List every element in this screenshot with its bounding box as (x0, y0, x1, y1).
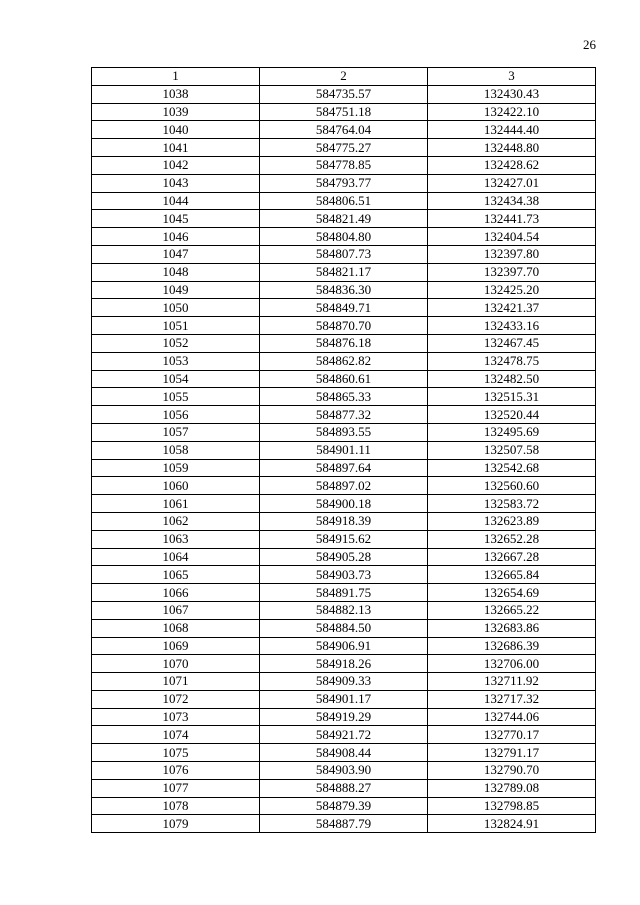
table-row (92, 406, 596, 424)
point-number-cell: 1043 (92, 174, 260, 192)
x-coordinate-cell: 584905.28 (260, 548, 428, 566)
table-row (92, 797, 596, 815)
x-coordinate-cell: 584807.73 (260, 245, 428, 263)
table-row (92, 495, 596, 513)
point-number-cell: 1053 (92, 352, 260, 370)
point-number-cell: 1057 (92, 423, 260, 441)
y-coordinate-cell: 132824.91 (428, 815, 596, 833)
x-coordinate-cell: 584778.85 (260, 156, 428, 174)
y-coordinate-cell: 132430.43 (428, 85, 596, 103)
table-row (92, 156, 596, 174)
y-coordinate-cell: 132665.84 (428, 566, 596, 584)
x-coordinate-cell: 584876.18 (260, 334, 428, 352)
table-row (92, 708, 596, 726)
table-header (92, 68, 596, 86)
y-coordinate-cell: 132404.54 (428, 228, 596, 246)
point-number-cell: 1061 (92, 495, 260, 513)
y-coordinate-cell: 132433.16 (428, 317, 596, 335)
table-row (92, 584, 596, 602)
point-number-cell: 1038 (92, 85, 260, 103)
y-coordinate-cell: 132482.50 (428, 370, 596, 388)
y-coordinate-cell: 132421.37 (428, 299, 596, 317)
table-row (92, 192, 596, 210)
y-coordinate-cell: 132686.39 (428, 637, 596, 655)
x-coordinate-cell: 584849.71 (260, 299, 428, 317)
table-body (92, 85, 596, 832)
y-coordinate-cell: 132507.58 (428, 441, 596, 459)
x-coordinate-cell: 584906.91 (260, 637, 428, 655)
point-number-cell: 1042 (92, 156, 260, 174)
y-coordinate-cell: 132441.73 (428, 210, 596, 228)
point-number-cell: 1068 (92, 619, 260, 637)
table-row (92, 601, 596, 619)
point-number-cell: 1066 (92, 584, 260, 602)
point-number-cell: 1051 (92, 317, 260, 335)
point-number-cell: 1049 (92, 281, 260, 299)
table-row (92, 299, 596, 317)
x-coordinate-cell: 584870.70 (260, 317, 428, 335)
y-coordinate-cell: 132711.92 (428, 673, 596, 691)
x-coordinate-cell: 584888.27 (260, 779, 428, 797)
y-coordinate-cell: 132422.10 (428, 103, 596, 121)
x-coordinate-cell: 584918.39 (260, 512, 428, 530)
table-row (92, 103, 596, 121)
y-coordinate-cell: 132790.70 (428, 762, 596, 780)
x-coordinate-cell: 584887.79 (260, 815, 428, 833)
x-coordinate-cell: 584897.02 (260, 477, 428, 495)
table-row (92, 174, 596, 192)
point-number-cell: 1050 (92, 299, 260, 317)
point-number-cell: 1069 (92, 637, 260, 655)
x-coordinate-cell: 584908.44 (260, 744, 428, 762)
point-number-cell: 1040 (92, 121, 260, 139)
table-row (92, 744, 596, 762)
table-row (92, 815, 596, 833)
x-coordinate-cell: 584901.11 (260, 441, 428, 459)
point-number-cell: 1059 (92, 459, 260, 477)
table-row (92, 263, 596, 281)
point-number-cell: 1047 (92, 245, 260, 263)
y-coordinate-cell: 132583.72 (428, 495, 596, 513)
x-coordinate-cell: 584918.26 (260, 655, 428, 673)
point-number-cell: 1060 (92, 477, 260, 495)
table-row (92, 121, 596, 139)
table-row (92, 441, 596, 459)
x-coordinate-cell: 584915.62 (260, 530, 428, 548)
point-number-cell: 1077 (92, 779, 260, 797)
table-row (92, 566, 596, 584)
x-coordinate-cell: 584901.17 (260, 690, 428, 708)
point-number-cell: 1046 (92, 228, 260, 246)
table-row (92, 459, 596, 477)
y-coordinate-cell: 132654.69 (428, 584, 596, 602)
table-row (92, 673, 596, 691)
table-row (92, 619, 596, 637)
y-coordinate-cell: 132667.28 (428, 548, 596, 566)
y-coordinate-cell: 132434.38 (428, 192, 596, 210)
table-row (92, 423, 596, 441)
table-row (92, 530, 596, 548)
x-coordinate-cell: 584921.72 (260, 726, 428, 744)
table-row (92, 548, 596, 566)
y-coordinate-cell: 132623.89 (428, 512, 596, 530)
y-coordinate-cell: 132770.17 (428, 726, 596, 744)
y-coordinate-cell: 132665.22 (428, 601, 596, 619)
table-row (92, 477, 596, 495)
point-number-cell: 1048 (92, 263, 260, 281)
y-coordinate-cell: 132744.06 (428, 708, 596, 726)
point-number-cell: 1075 (92, 744, 260, 762)
y-coordinate-cell: 132397.70 (428, 263, 596, 281)
x-coordinate-cell: 584900.18 (260, 495, 428, 513)
y-coordinate-cell: 132542.68 (428, 459, 596, 477)
y-coordinate-cell: 132428.62 (428, 156, 596, 174)
y-coordinate-cell: 132515.31 (428, 388, 596, 406)
header-row (92, 68, 596, 86)
point-number-cell: 1052 (92, 334, 260, 352)
x-coordinate-cell: 584860.61 (260, 370, 428, 388)
x-coordinate-cell: 584897.64 (260, 459, 428, 477)
point-number-cell: 1041 (92, 139, 260, 157)
x-coordinate-cell: 584865.33 (260, 388, 428, 406)
x-coordinate-cell: 584862.82 (260, 352, 428, 370)
y-coordinate-cell: 132706.00 (428, 655, 596, 673)
y-coordinate-cell: 132717.32 (428, 690, 596, 708)
x-coordinate-cell: 584879.39 (260, 797, 428, 815)
point-number-cell: 1071 (92, 673, 260, 691)
point-number-cell: 1073 (92, 708, 260, 726)
column-header-3: 3 (428, 68, 596, 86)
x-coordinate-cell: 584882.13 (260, 601, 428, 619)
table-row (92, 281, 596, 299)
table-row (92, 637, 596, 655)
table-row (92, 334, 596, 352)
y-coordinate-cell: 132448.80 (428, 139, 596, 157)
point-number-cell: 1072 (92, 690, 260, 708)
x-coordinate-cell: 584793.77 (260, 174, 428, 192)
point-number-cell: 1076 (92, 762, 260, 780)
x-coordinate-cell: 584877.32 (260, 406, 428, 424)
y-coordinate-cell: 132683.86 (428, 619, 596, 637)
table-row (92, 210, 596, 228)
y-coordinate-cell: 132791.17 (428, 744, 596, 762)
x-coordinate-cell: 584884.50 (260, 619, 428, 637)
y-coordinate-cell: 132444.40 (428, 121, 596, 139)
point-number-cell: 1045 (92, 210, 260, 228)
x-coordinate-cell: 584919.29 (260, 708, 428, 726)
x-coordinate-cell: 584821.49 (260, 210, 428, 228)
table-row (92, 762, 596, 780)
x-coordinate-cell: 584903.90 (260, 762, 428, 780)
y-coordinate-cell: 132798.85 (428, 797, 596, 815)
x-coordinate-cell: 584821.17 (260, 263, 428, 281)
y-coordinate-cell: 132495.69 (428, 423, 596, 441)
x-coordinate-cell: 584909.33 (260, 673, 428, 691)
table-row (92, 317, 596, 335)
table-row (92, 228, 596, 246)
point-number-cell: 1063 (92, 530, 260, 548)
point-number-cell: 1058 (92, 441, 260, 459)
table-row (92, 388, 596, 406)
point-number-cell: 1044 (92, 192, 260, 210)
x-coordinate-cell: 584891.75 (260, 584, 428, 602)
y-coordinate-cell: 132427.01 (428, 174, 596, 192)
x-coordinate-cell: 584893.55 (260, 423, 428, 441)
point-number-cell: 1062 (92, 512, 260, 530)
x-coordinate-cell: 584764.04 (260, 121, 428, 139)
table-row (92, 352, 596, 370)
table-row (92, 779, 596, 797)
point-number-cell: 1065 (92, 566, 260, 584)
x-coordinate-cell: 584836.30 (260, 281, 428, 299)
table-row (92, 139, 596, 157)
y-coordinate-cell: 132560.60 (428, 477, 596, 495)
point-number-cell: 1064 (92, 548, 260, 566)
table-row (92, 85, 596, 103)
x-coordinate-cell: 584806.51 (260, 192, 428, 210)
table-row (92, 726, 596, 744)
x-coordinate-cell: 584903.73 (260, 566, 428, 584)
point-number-cell: 1055 (92, 388, 260, 406)
table-row (92, 370, 596, 388)
y-coordinate-cell: 132520.44 (428, 406, 596, 424)
table-row (92, 245, 596, 263)
coordinates-table (91, 67, 596, 833)
point-number-cell: 1079 (92, 815, 260, 833)
page-number: 26 (583, 37, 596, 52)
column-header-1: 1 (92, 68, 260, 86)
y-coordinate-cell: 132425.20 (428, 281, 596, 299)
x-coordinate-cell: 584804.80 (260, 228, 428, 246)
y-coordinate-cell: 132478.75 (428, 352, 596, 370)
table-row (92, 512, 596, 530)
y-coordinate-cell: 132789.08 (428, 779, 596, 797)
point-number-cell: 1074 (92, 726, 260, 744)
point-number-cell: 1056 (92, 406, 260, 424)
x-coordinate-cell: 584775.27 (260, 139, 428, 157)
table-row (92, 655, 596, 673)
table-row (92, 690, 596, 708)
point-number-cell: 1054 (92, 370, 260, 388)
y-coordinate-cell: 132652.28 (428, 530, 596, 548)
point-number-cell: 1070 (92, 655, 260, 673)
y-coordinate-cell: 132467.45 (428, 334, 596, 352)
x-coordinate-cell: 584735.57 (260, 85, 428, 103)
point-number-cell: 1039 (92, 103, 260, 121)
column-header-2: 2 (260, 68, 428, 86)
x-coordinate-cell: 584751.18 (260, 103, 428, 121)
y-coordinate-cell: 132397.80 (428, 245, 596, 263)
point-number-cell: 1078 (92, 797, 260, 815)
point-number-cell: 1067 (92, 601, 260, 619)
